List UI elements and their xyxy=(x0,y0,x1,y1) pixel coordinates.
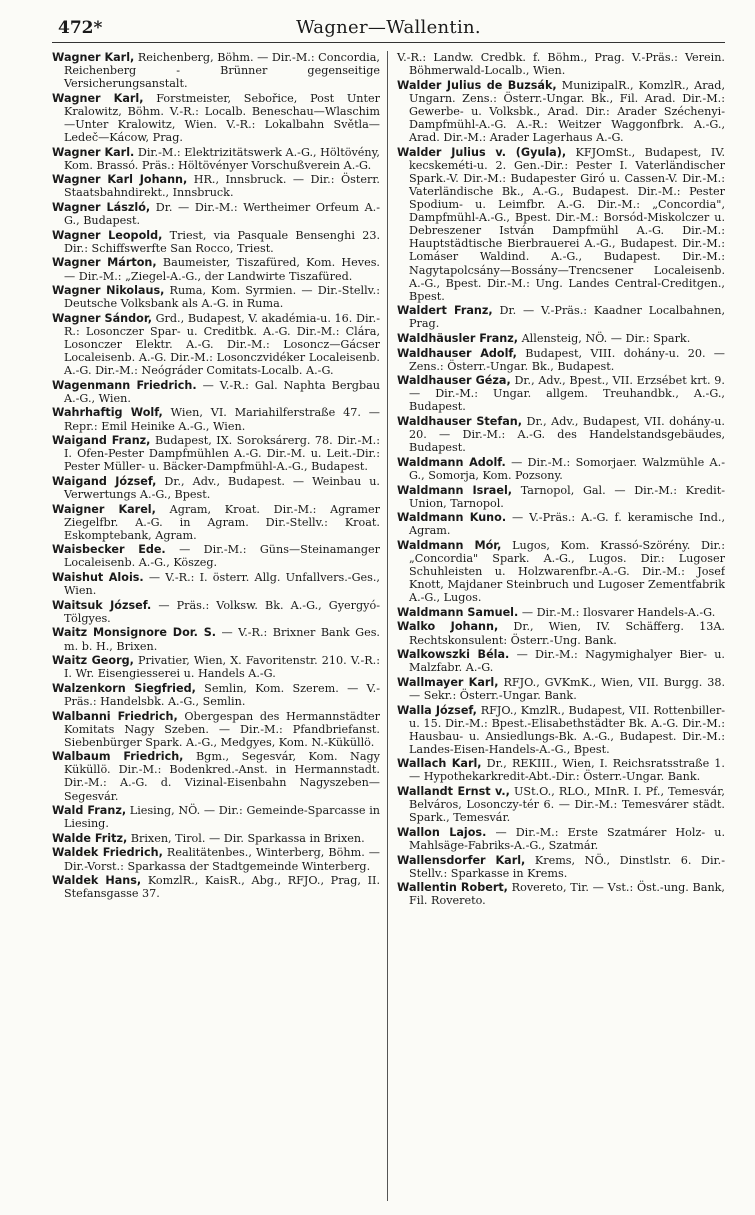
directory-entry xyxy=(52,256,380,282)
directory-entry xyxy=(397,347,725,373)
entry-text: Krems, NÖ., Dinstlstr. 6. Dir.-Stellv.: Sparkasse in Krems. xyxy=(409,853,725,880)
entry-name: Wagner Karl, xyxy=(52,51,135,64)
entry-name: Waldert Franz, xyxy=(397,304,493,318)
directory-entry xyxy=(397,620,725,646)
entry-name: Wallandt Ernst v., xyxy=(397,785,510,799)
entry-name: Waldhauser Stefan, xyxy=(397,415,522,429)
directory-entry xyxy=(52,571,380,597)
entry-name: Waldhäusler Franz, xyxy=(397,331,519,345)
directory-entry xyxy=(52,846,380,872)
entry-name: Waldmann Adolf. xyxy=(397,455,506,469)
directory-entry xyxy=(397,51,725,77)
directory-entry xyxy=(52,750,380,802)
entry-name: Walla József, xyxy=(397,703,477,717)
entry-text: Dir.-M.: Elektrizitätswerk A.-G., Höltövény, Kom. Brassó. Präs.: Höltövényer Vorschußverein A.-G. xyxy=(64,145,380,172)
entry-name: Wald Franz, xyxy=(52,804,127,818)
entry-name: Wallentin Robert, xyxy=(397,881,508,895)
directory-entry xyxy=(397,304,725,330)
entry-text: Allensteig, NÖ. — Dir.: Spark. xyxy=(521,331,691,345)
entry-text: RFJO., KmzlR., Budapest, VII. Rottenbiller-u. 15. Dir.-M.: Bpest.-Elisabethstädter Bk. A.-G. Dir.-M.: Hausbau- u. Ansiedlungs-Bk. A.-G., Budapest. Dir.-M.: Landes-Eisen-Handels-A.-G., Bpest. xyxy=(409,703,725,756)
entry-text: Dr., REKIII., Wien, I. Reichsratsstraße 1. — Hypothekarkredit-Abt.-Dir.: Österr.-Ungar. Bank. xyxy=(409,757,725,784)
directory-entry xyxy=(397,648,725,674)
entry-name: Waldhauser Géza, xyxy=(397,374,511,388)
directory-entry xyxy=(397,757,725,783)
column-divider xyxy=(387,51,388,1201)
directory-entry xyxy=(52,874,380,900)
directory-entry xyxy=(397,826,725,852)
entry-text: — Dir.-M.: Erste Szatmárer Holz- u. Mahlsäge-Fabriks-A.-G., Szatmár. xyxy=(409,825,725,852)
entry-name: Wagner Karl, xyxy=(52,91,144,105)
directory-entry xyxy=(52,173,380,199)
directory-entry xyxy=(52,379,380,405)
entry-name: Waldmann Kuno. xyxy=(397,511,507,525)
entry-name: Waldek Friedrich, xyxy=(52,846,163,860)
entry-name: Wallach Karl, xyxy=(397,757,482,771)
directory-entry xyxy=(397,146,725,303)
directory-entry xyxy=(52,599,380,625)
directory-entry xyxy=(397,704,725,756)
directory-entry xyxy=(52,406,380,432)
entry-text: Budapest, VIII. dohány-u. 20. — Zens.: Österr.-Ungar. Bk., Budapest. xyxy=(409,346,725,373)
entry-name: Waisbecker Ede. xyxy=(52,543,166,557)
entry-text: Dr., Adv., Budapest, VII. dohány-u. 20. — Dir.-M.: A.-G. des Handelstandsgebäudes, Budapest. xyxy=(409,415,725,455)
entry-text: — V.-R.: Gal. Naphta Bergbau A.-G., Wien. xyxy=(64,378,380,405)
entry-text: Privatier, Wien, X. Favoritenstr. 210. V.-R.: I. Wr. Eisengiesserei u. Handels A.-G. xyxy=(64,654,380,681)
entry-name: Walde Fritz, xyxy=(52,831,128,845)
entry-name: Waldhauser Adolf, xyxy=(397,346,517,360)
entry-name: Wahrhaftig Wolf, xyxy=(52,406,163,420)
entry-name: Waldmann Samuel. xyxy=(397,605,519,619)
entry-name: Wagenmann Friedrich. xyxy=(52,378,197,392)
page-header xyxy=(52,12,725,43)
entry-text: Dr., Adv., Bpest., VII. Erzsébet krt. 9. — Dir.-M.: Ungar. allgem. Treuhandbk., A.-G., Budapest. xyxy=(409,374,725,414)
entry-text: — V.-R.: Brixner Bank Ges. m. b. H., Brixen. xyxy=(64,626,380,653)
entry-name: Waigand Franz, xyxy=(52,434,151,448)
entry-text: Lugos, Kom. Krassó-Szörény. Dir.: „Concordia" Spark. A.-G., Lugos. Dir.: Lugoser Schuhleisten u. Holzwarenfbr.-A.-G. Dir.-M.: Josef Knott, Majdaner Steinbruch und Lugoser Zementfabrik A.-G., Lugos. xyxy=(409,538,725,605)
entry-text: Obergespan des Hermannstädter Komitats Nagy Szeben. — Dir.-M.: Pfandbriefanst. Siebenbürger Spark. A.-G., Medgyes, Kom. N.-Küküllö. xyxy=(64,709,380,749)
directory-entry xyxy=(397,606,725,619)
entry-name: Wallmayer Karl, xyxy=(397,675,499,689)
entry-text: Ruma, Kom. Syrmien. — Dir.-Stellv.: Deutsche Volksbank als A.-G. in Ruma. xyxy=(64,284,380,311)
directory-entry xyxy=(397,539,725,604)
entry-name: Walder Julius de Buzsák, xyxy=(397,78,557,92)
entry-name: Walko Johann, xyxy=(397,620,499,634)
directory-entry xyxy=(52,92,380,144)
directory-entry xyxy=(52,832,380,845)
entry-text: Rovereto, Tir. — Vst.: Öst.-ung. Bank, Fil. Rovereto. xyxy=(409,881,725,908)
entry-name: Wallon Lajos. xyxy=(397,825,487,839)
directory-entry xyxy=(397,456,725,482)
columns xyxy=(52,51,725,1201)
entry-text: Dr. — V.-Präs.: Kaadner Localbahnen, Prag. xyxy=(409,304,725,331)
entry-text: — Dir.-M.: Güns—Steinamanger Localeisenb. A.-G., Köszeg. xyxy=(64,543,380,570)
entry-text: V.-R.: Landw. Credbk. f. Böhm., Prag. V.-Präs.: Verein. Böhmerwald-Localb., Wien. xyxy=(397,51,725,78)
entry-name: Waishut Alois. xyxy=(52,571,144,585)
entry-name: Wagner Leopold, xyxy=(52,228,163,242)
entry-text: Forstmeister, Sebořice, Post Unter Kralowitz, Böhm. V.-R.: Localb. Beneschau—Wlaschim—Unter Kralowitz, Wien. V.-R.: Lokalbahn Světla—Ledeč—Kácow, Prag. xyxy=(64,91,380,145)
entry-text: Agram, Kroat. Dir.-M.: Agramer Ziegelfbr. A.-G. in Agram. Dir.-Stellv.: Kroat. Eskomptebank, Agram. xyxy=(64,502,380,542)
entry-name: Waitz Georg, xyxy=(52,654,134,668)
entry-text: Baumeister, Tiszafüred, Kom. Heves. — Dir.-M.: „Ziegel-A.-G., der Landwirte Tiszafüred. xyxy=(64,256,380,283)
entry-text: KomzlR., KaisR., Abg., RFJO., Prag, II. Stefansgasse 37. xyxy=(64,874,381,901)
left-column xyxy=(52,51,385,1201)
entry-text: Budapest, IX. Soroksárerg. 78. Dir.-M.: I. Ofen-Pester Dampfmühlen A.-G. Dir.-M. u. Leit.-Dir.: Pester Müller- u. Bäcker-Dampfmühl-A.-G., Budapest. xyxy=(64,434,380,474)
directory-entry xyxy=(397,79,725,144)
entry-name: Walbaum Friedrich, xyxy=(52,750,184,764)
entry-text: HR., Innsbruck. — Dir.: Österr. Staatsbahndirekt., Innsbruck. xyxy=(64,173,380,200)
entry-text: RFJO., GVKmK., Wien, VII. Burgg. 38. — Sekr.: Österr.-Ungar. Bank. xyxy=(409,675,725,702)
directory-entry xyxy=(52,434,380,473)
directory-entry xyxy=(52,475,380,501)
directory-entry xyxy=(52,284,380,310)
directory-entry xyxy=(52,51,380,90)
directory-entry xyxy=(397,785,725,824)
entry-name: Wagner László, xyxy=(52,201,151,215)
entry-text: Dr., Adv., Budapest. — Weinbau u. Verwertungs A.-G., Bpest. xyxy=(64,474,380,501)
entry-text: Dr. — Dir.-M.: Wertheimer Orfeum A.-G., Budapest. xyxy=(64,201,380,228)
directory-entry xyxy=(52,626,380,652)
entry-name: Waldmann Israel, xyxy=(397,483,513,497)
directory-entry xyxy=(397,332,725,345)
directory-entry xyxy=(52,543,380,569)
entry-text: — V.-R.: I. österr. Allg. Unfallvers.-Ges., Wien. xyxy=(64,571,380,598)
entry-text: MunizipalR., KomzlR., Arad, Ungarn. Zens.: Österr.-Ungar. Bk., Fil. Arad. Dir.-M.: Gewerbe- u. Volksbk., Arad. Dir.: Arader Széchenyi-Dampfmühl-A.-G. A.-R.: Weitzer Waggonfbrk. A.-G., Arad. Dir.-M.: Arader Lagerhaus A.-G. xyxy=(409,78,725,145)
entry-text: — Präs.: Volksw. Bk. A.-G., Gyergyó-Tölgyes. xyxy=(64,598,381,625)
entry-name: Walbanni Friedrich, xyxy=(52,709,178,723)
page-number: 472* xyxy=(58,18,103,38)
directory-entry xyxy=(52,503,380,542)
entry-name: Wallensdorfer Karl, xyxy=(397,853,526,867)
entry-name: Waigner Karel, xyxy=(52,502,156,516)
entry-text: — Dir.-M.: Nagymighalyer Bier- u. Malzfabr. A.-G. xyxy=(409,648,725,675)
entry-text: Semlin, Kom. Szerem. — V.-Präs.: Handelsbk. A.-G., Semlin. xyxy=(64,681,380,708)
directory-entry xyxy=(52,682,380,708)
directory-entry xyxy=(397,511,725,537)
entry-name: Waldmann Mór, xyxy=(397,538,502,552)
directory-entry xyxy=(397,415,725,454)
entry-text: USt.O., RLO., MInR. I. Pf., Temesvár, Belváros, Losonczy-tér 6. — Dir.-M.: Temesvárer städt. Spark., Temesvár. xyxy=(409,785,725,825)
entry-text: Grd., Budapest, V. akadémia-u. 16. Dir.-R.: Losonczer Spar- u. Creditbk. A.-G. Dir.-M.: Clára, Losonczer Elektr. A.-G. Dir.-M.: Losoncz—Gácser Localeisenb. A.-G. Dir.-M.: Losonczvidéker Localeisenb. A.-G. Dir.-M.: Neógráder Comitats-Localb. A.-G. xyxy=(64,311,380,378)
directory-entry xyxy=(52,201,380,227)
directory-entry xyxy=(397,484,725,510)
entry-name: Waitz Monsignore Dor. S. xyxy=(52,626,217,640)
directory-entry xyxy=(52,146,380,172)
entry-name: Waigand József, xyxy=(52,474,157,488)
entry-text: — Dir.-M.: Ilosvarer Handels-A.-G. xyxy=(521,605,716,619)
entry-text: — Dir.-M.: Somorjaer. Walzmühle A.-G., Somorja, Kom. Pozsony. xyxy=(409,455,725,482)
entry-name: Waitsuk József. xyxy=(52,598,152,612)
directory-entry xyxy=(52,710,380,749)
directory-entry xyxy=(52,804,380,830)
entry-name: Wagner Karl Johann, xyxy=(52,173,188,187)
entry-name: Wagner Márton, xyxy=(52,256,157,270)
entry-text: Tarnopol, Gal. — Dir.-M.: Kredit-Union, Tarnopol. xyxy=(409,483,725,510)
directory-entry xyxy=(52,312,380,377)
entry-text: Wien, VI. Mariahilferstraße 47. — Repr.: Emil Heinike A.-G., Wien. xyxy=(64,406,380,433)
entry-name: Wagner Karl. xyxy=(52,145,135,159)
right-column xyxy=(390,51,725,1201)
entry-name: Walzenkorn Siegfried, xyxy=(52,681,196,695)
entry-name: Wagner Nikolaus, xyxy=(52,284,165,298)
directory-entry xyxy=(52,229,380,255)
entry-text: KFJOmSt., Budapest, IV. kecskeméti-u. 2. Gen.-Dir.: Pester I. Vaterländischer Spark.-V. Dir.-M.: Budapester Giró u. Cassen-V. Dir.-M.: Vaterländische Bk., A.-G., Budapest. Dir.-M.: Pester Spodium- u. Leimfbr. A.-G. Dir.-M.: „Concordia", Dampfmühl-A.-G., Bpest. Dir.-M.: Borsód-Miskolczer u. Debreszener István Dampfmühl A.-G. Dir.-M.: Hauptstädtische Bierbrauerei A.-G., Budapest. Dir.-M.: Lomáser Waldind. A.-G., Budapest. Dir.-M.: Nagytapolcsány—Bossány—Trencsener Localeisenb. A.-G., Bpest. Dir.-M.: Ung. Landes Central-Creditgen., Bpest. xyxy=(409,145,725,303)
directory-entry xyxy=(52,654,380,680)
entry-name: Waldek Hans, xyxy=(52,874,142,888)
running-title: Wagner—Wallentin. xyxy=(296,17,481,38)
entry-text: Brixen, Tirol. — Dir. Sparkassa in Brixen. xyxy=(130,831,365,845)
entry-name: Walder Julius v. (Gyula), xyxy=(397,145,567,159)
directory-entry xyxy=(397,881,725,907)
entry-text: — V.-Präs.: A.-G. f. keramische Ind., Agram. xyxy=(409,511,725,538)
entry-name: Walkowszki Béla. xyxy=(397,648,510,662)
entry-text: Reichenberg, Böhm. — Dir.-M.: Concordia, Reichenberg - Brünner gegenseitige Versicherungsanstalt. xyxy=(64,51,380,91)
directory-entry xyxy=(397,854,725,880)
entry-text: Realitätenbes., Winterberg, Böhm. — Dir.-Vorst.: Sparkassa der Stadtgemeinde Winterberg. xyxy=(64,846,380,873)
entry-text: Liesing, NÖ. — Dir.: Gemeinde-Sparcasse in Liesing. xyxy=(64,804,380,831)
directory-entry xyxy=(397,676,725,702)
entry-text: Triest, via Pasquale Bensenghi 23. Dir.: Schiffswerfte San Rocco, Triest. xyxy=(64,228,380,255)
entry-name: Wagner Sándor, xyxy=(52,311,152,325)
entry-text: Dr., Wien, IV. Schäfferg. 13A. Rechtskonsulent: Österr.-Ung. Bank. xyxy=(409,620,725,647)
entry-text: Bgm., Segesvár, Kom. Nagy Küküllö. Dir.-M.: Bodenkred.-Anst. in Hermannstadt. Dir.-M.: A.-G. d. Vizinal-Eisenbahn Nagyszeben—Segesvár. xyxy=(64,750,380,803)
directory-entry xyxy=(397,374,725,413)
